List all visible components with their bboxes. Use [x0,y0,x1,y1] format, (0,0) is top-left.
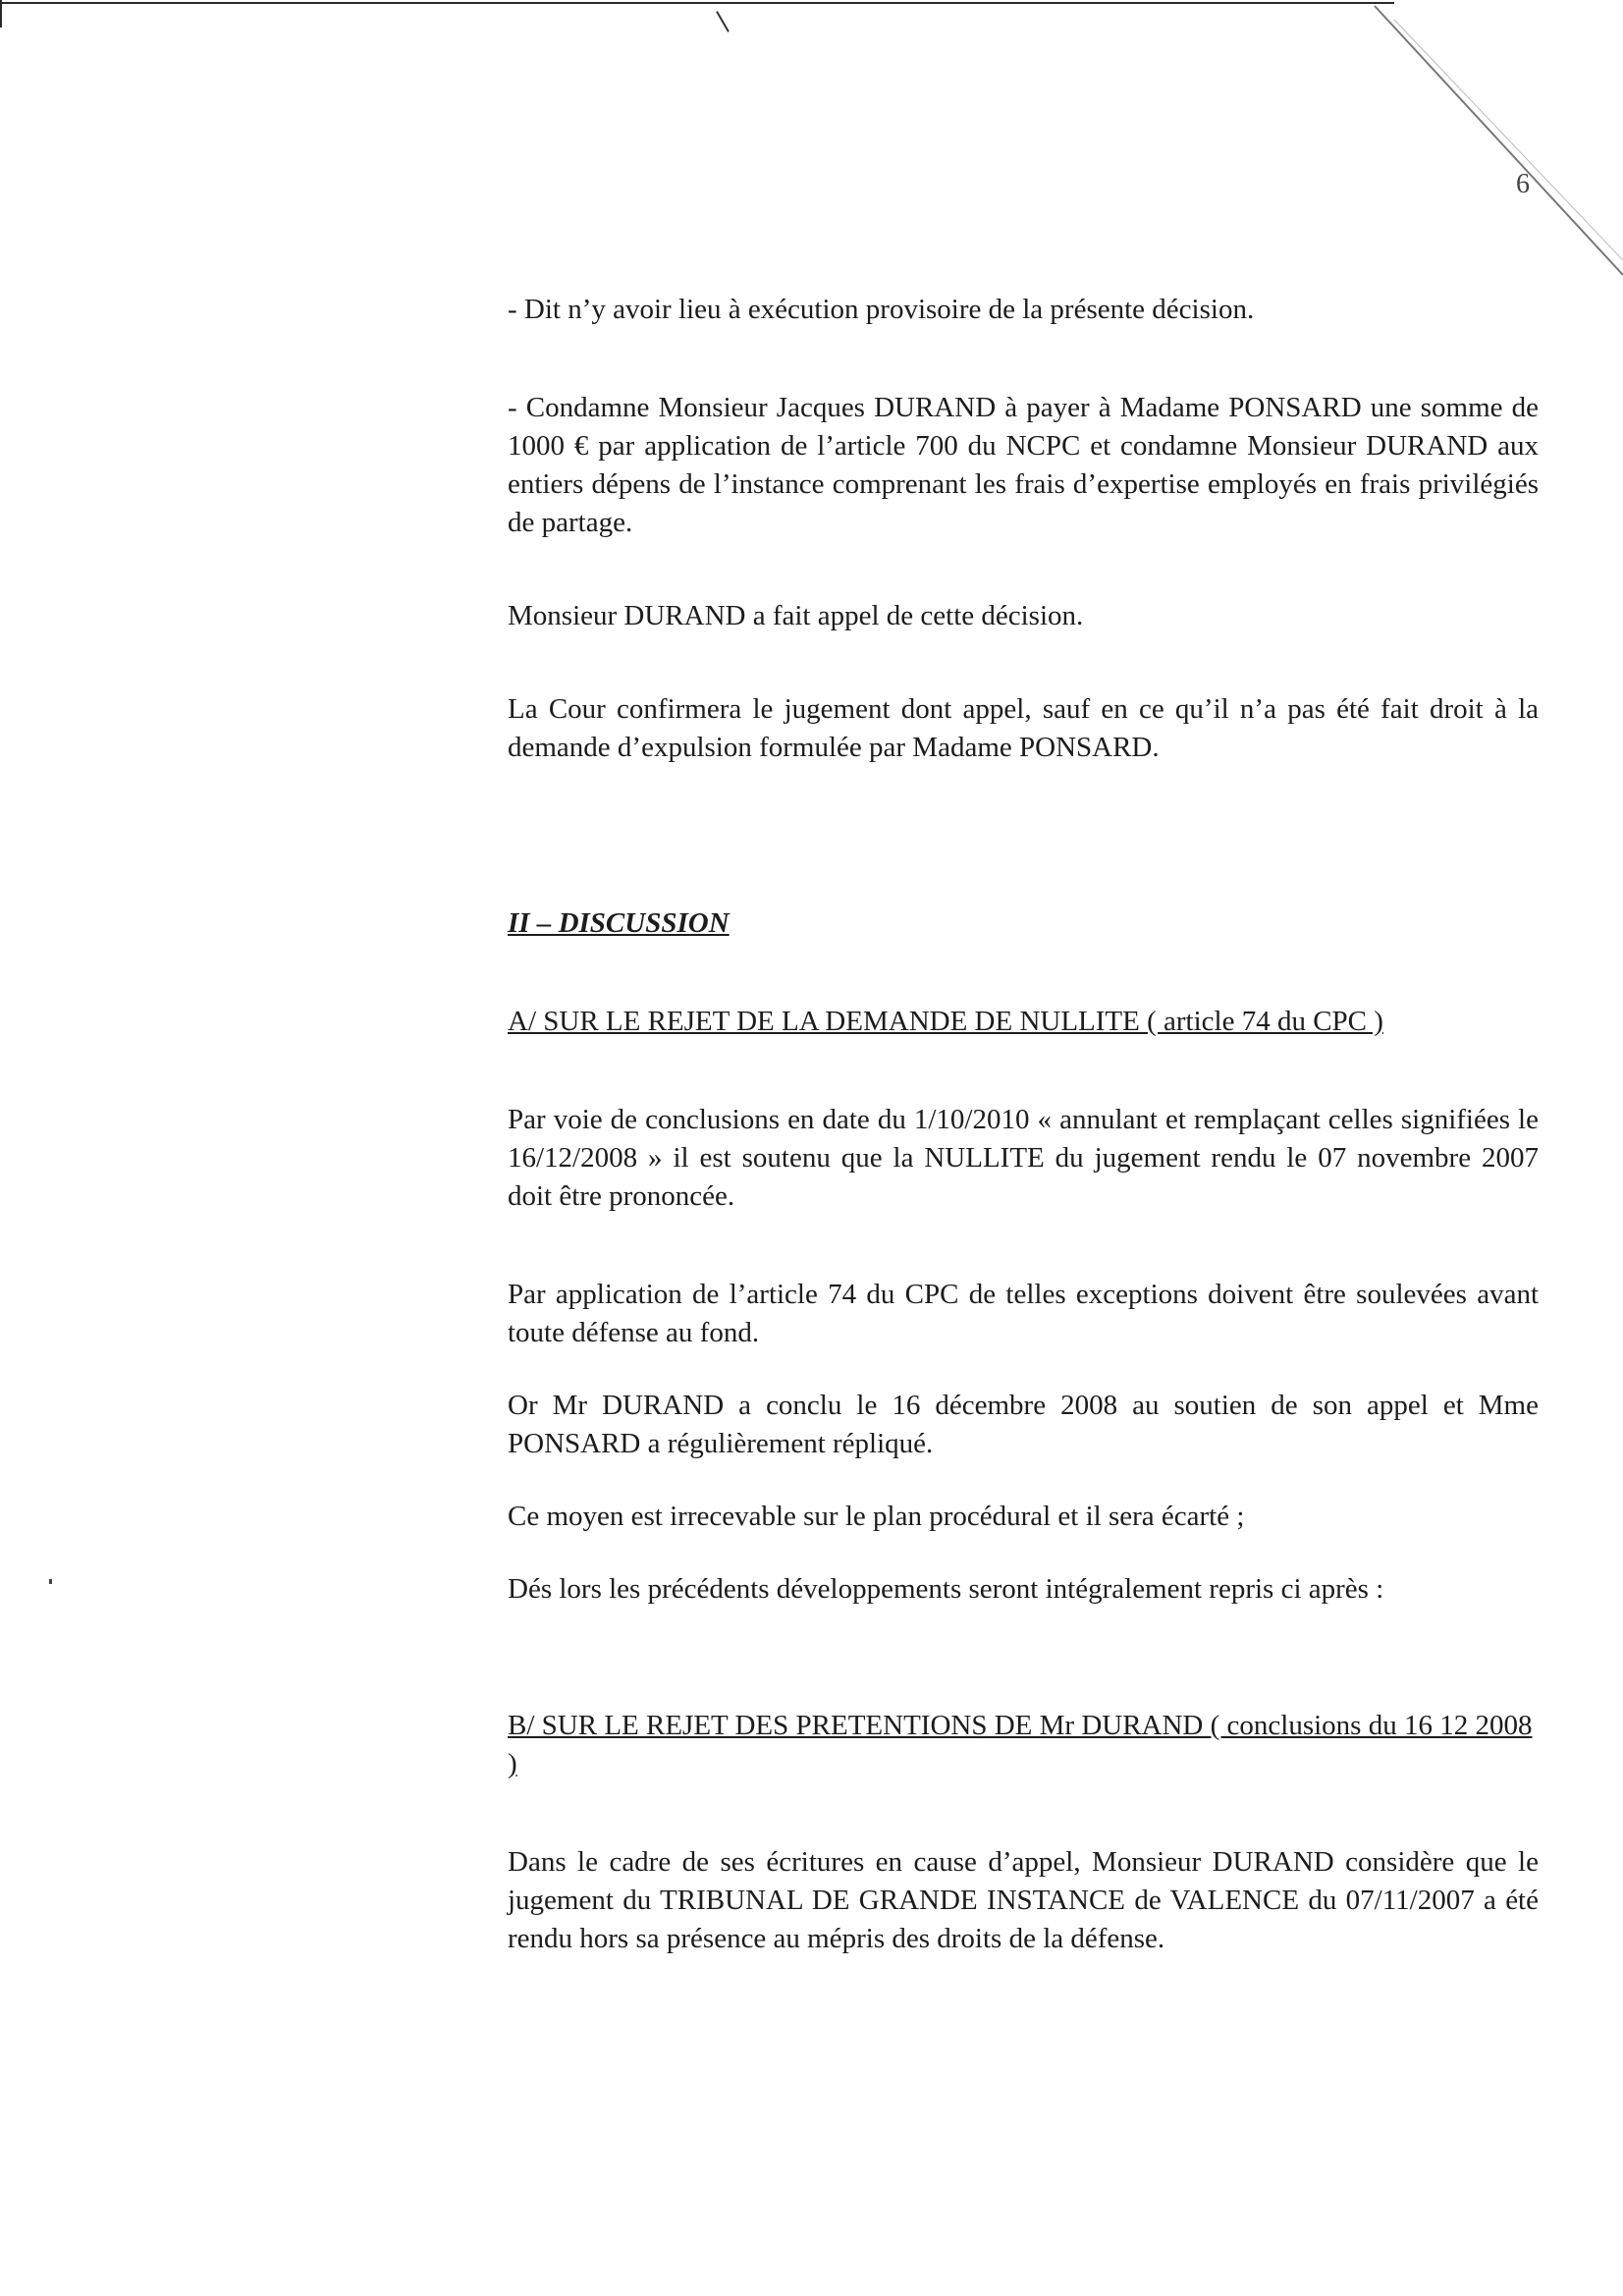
paragraph-article-74: Par application de l’article 74 du CPC de telles exceptions doivent être soulevées avant toute défense au fond. [508,1279,1539,1348]
scan-corner-fold [1355,0,1623,295]
paragraph-court-confirmation: La Cour confirmera le jugement dont appel, sauf en ce qu’il n’a pas été fait droit à la demande d’expulsion formulée par Madame PONSARD. [508,693,1539,763]
subsection-title-nullity: A/ SUR LE REJET DE LA DEMANDE DE NULLITE ( article 74 du CPC ) [508,1006,1383,1037]
scan-speck [49,1579,52,1584]
paragraph-appeal: Monsieur DURAND a fait appel de cette décision. [508,600,1084,631]
scan-mark [716,11,730,32]
scan-left-edge [0,0,2,27]
paragraph-nullity-claim: Par voie de conclusions en date du 1/10/2010 « annulant et remplaçant celles signifiées le 16/12/2008 » il est soutenu que la NULLITE du jugement rendu le 07 novembre 2007 doit être prononcée. [508,1104,1539,1212]
paragraph-irrecevable: Ce moyen est irrecevable sur le plan procédural et il sera écarté ; [508,1501,1245,1532]
paragraph-appeal-writings: Dans le cadre de ses écritures en cause d’appel, Monsieur DURAND considère que le jugement du TRIBUNAL DE GRANDE INSTANCE de VALENCE du 07/11/2007 a été rendu hors sa présence au mépris des droits de la défense. [508,1846,1539,1954]
page-number: 6 [1516,169,1530,199]
scan-top-edge [0,2,1394,4]
subsection-title-pretentions: B/ SUR LE REJET DES PRETENTIONS DE Mr DURAND ( conclusions du 16 12 2008 ) [508,1710,1533,1779]
paragraph-developments: Dés lors les précédents développements seront intégralement repris ci après : [508,1573,1384,1605]
paragraph-condemnation: - Condamne Monsieur Jacques DURAND à payer à Madame PONSARD une somme de 1000 € par application de l’article 700 du NCPC et condamne Monsieur DURAND aux entiers dépens de l’instance comprenant les frais d’expertise employés en frais privilégiés de partage. [508,392,1539,538]
document-body [508,291,1539,1958]
paragraph-provisional-execution: - Dit n’y avoir lieu à exécution provisoire de la présente décision. [508,294,1255,325]
section-title-discussion: II – DISCUSSION [508,907,730,939]
paragraph-conclusions-2008: Or Mr DURAND a conclu le 16 décembre 2008 au soutien de son appel et Mme PONSARD a régulièrement répliqué. [508,1390,1539,1459]
